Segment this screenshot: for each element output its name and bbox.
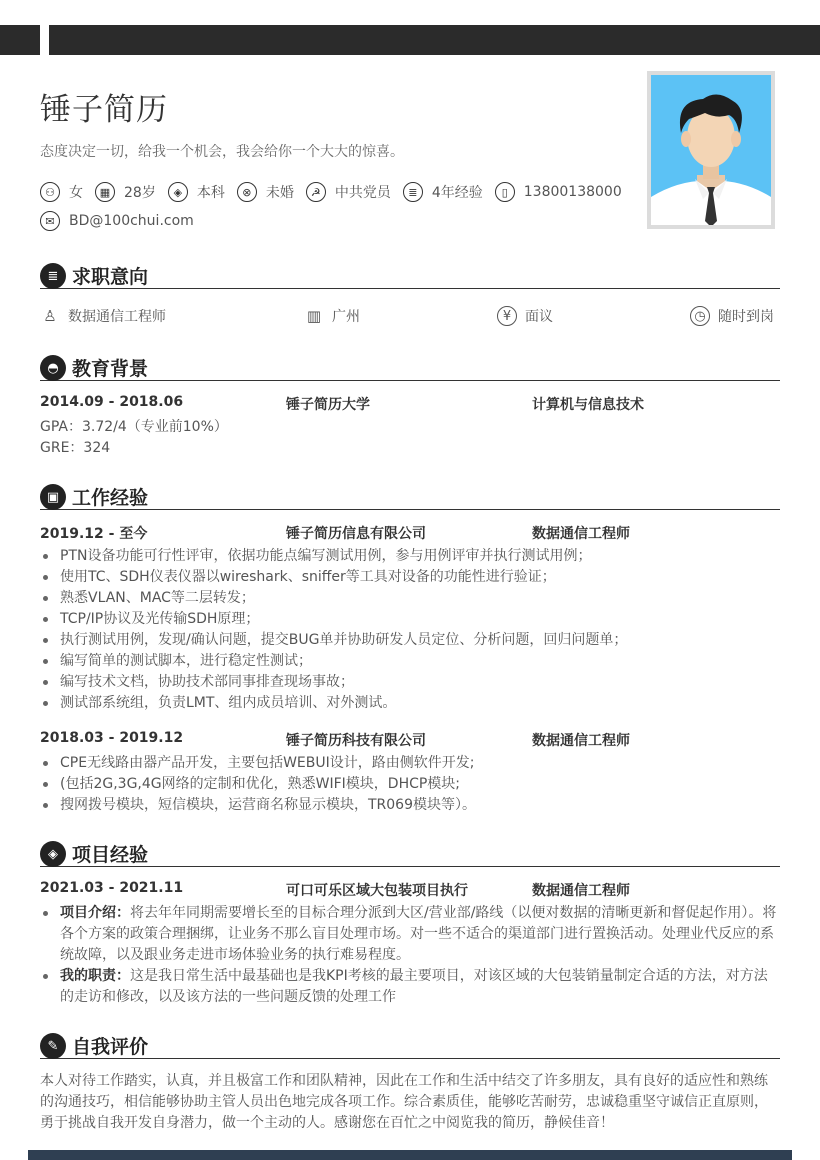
self-evaluation-text: 本人对待工作踏实，认真，并且极富工作和团队精神，因此在工作和生活中结交了许多朋友，具有良好的适应性和熟练的沟通技巧，相信能够协助主管人员出色地完成各项工作。综合素质佳，能够吃苦耐劳，忠诚稳重坚守诚信正直原则，勇于挑战自我开发自身潜力，做一个主动的人。感谢您在百忙之中阅览我的简历，静候佳音！ (40, 1073, 768, 1131)
section-title: 自我评价 (72, 1036, 149, 1058)
info-degree (168, 182, 225, 202)
info-value: 13800138000 (523, 184, 622, 200)
project-role: 数据通信工程师 (532, 883, 630, 899)
project-duty-text: 这是我日常生活中最基础也是我KPI考核的最主要项目，对该区域的大包装销量制定合适的方法，对方法的走访和修改，以及该方法的一些问题反馈的处理工作 (60, 968, 768, 1005)
project-intro-text: 将去年年同期需要增长至的目标合理分派到大区/营业部/路线（以便对数据的清晰更新和督促起作用）。将各个方案的政策合理捆绑，让业务不那么盲目处理市场。对一些不适合的渠道部门进行置换活动。处理业代反应的系统故障，以及跟业务走进市场体验业务的执行难易程度。 (60, 905, 777, 963)
motto: 态度决定一切，给我一个机会，我会给你一个大大的惊喜。 (40, 144, 404, 160)
work-period: 2019.12 - 至今 (40, 526, 148, 542)
intent-position (40, 305, 166, 327)
info-value: 女 (69, 185, 83, 201)
info-value: 28岁 (124, 185, 156, 201)
project-period: 2021.03 - 2021.11 (40, 880, 184, 896)
info-email (40, 211, 194, 231)
layers-icon: ◈ (40, 841, 66, 867)
list-item: 熟悉VLAN、MAC等二层转发； (40, 588, 780, 609)
list-item: 执行测试用例，发现/确认问题，提交BUG单并协助研发人员定位、分析问题，回归问题单； (40, 630, 780, 651)
info-political (306, 182, 391, 202)
graduation-cap-icon: ◈ (168, 182, 188, 202)
section-work (40, 482, 780, 510)
section-title: 工作经验 (72, 487, 149, 509)
work-period: 2018.03 - 2019.12 (40, 730, 184, 746)
list-item: 测试部系统组，负责LMT、组内成员培训、对外测试。 (40, 693, 780, 714)
info-value: 4年经验 (431, 185, 483, 201)
info-value: 本科 (196, 185, 225, 201)
project-intro (40, 903, 780, 966)
tie-icon: ♙ (43, 306, 57, 325)
education-period: 2014.09 - 2018.06 (40, 394, 184, 410)
info-experience (403, 182, 483, 202)
work-title: 数据通信工程师 (532, 733, 630, 749)
profile-photo (647, 71, 775, 229)
clock-icon: ◷ (690, 306, 710, 326)
intent-availability-value: 随时到岗 (718, 309, 774, 325)
work-bullets (40, 753, 780, 816)
building-icon: ▥ (306, 306, 322, 325)
section-title: 求职意向 (72, 266, 149, 288)
intent-availability (690, 305, 774, 327)
list-item: 搜网拨号模块，短信模块，运营商名称显示模块，TR069模块等）。 (40, 795, 780, 816)
work-bullets (40, 546, 780, 714)
personal-info-row (40, 181, 634, 203)
mail-icon: ✉ (40, 211, 60, 231)
project-row (40, 880, 780, 900)
email-value: BD@100chui.com (69, 213, 194, 229)
education-gre: GRE：324 (40, 440, 111, 456)
info-age (95, 182, 156, 202)
section-education (40, 353, 780, 381)
email-row (40, 210, 206, 232)
avatar-illustration (651, 75, 771, 225)
work-row (40, 730, 780, 750)
list-item: 使用TC、SDH仪表仪器以wireshark、sniffer等工具对设备的功能性进行验证； (40, 567, 780, 588)
info-value: 中共党员 (334, 185, 391, 201)
phone-icon: ▯ (495, 182, 515, 202)
work-title: 数据通信工程师 (532, 526, 630, 542)
document-icon: ≣ (403, 182, 423, 202)
project-bullets (40, 903, 780, 1008)
intent-position-value: 数据通信工程师 (68, 309, 166, 325)
section-self-eval (40, 1031, 780, 1059)
top-bar-left (0, 25, 40, 55)
list-item: 编写技术文档，协助技术部同事排查现场事故； (40, 672, 780, 693)
intent-city-value: 广州 (332, 309, 360, 325)
education-row (40, 394, 780, 414)
list-item: TCP/IP协议及光传输SDH原理； (40, 609, 780, 630)
intent-salary-value: 面议 (525, 309, 553, 325)
yen-icon: ¥ (497, 306, 517, 326)
info-marital (237, 182, 294, 202)
project-intro-label: 项目介绍： (60, 905, 130, 921)
section-project (40, 839, 780, 867)
work-company: 锤子简历科技有限公司 (286, 733, 426, 749)
resume-name: 锤子简历 (40, 92, 168, 128)
list-item: CPE无线路由器产品开发，主要包括WEBUI设计，路由侧软件开发; (40, 753, 780, 774)
briefcase-icon: ▣ (40, 484, 66, 510)
project-duty-label: 我的职责： (60, 968, 130, 984)
list-item: (包括2G,3G,4G网络的定制和优化，熟悉WIFI模块，DHCP模块; (40, 774, 780, 795)
top-bar-right (49, 25, 820, 55)
work-row (40, 523, 780, 543)
graduation-cap-icon: ◓ (40, 355, 66, 381)
intent-city (304, 305, 360, 327)
list-item: PTN设备功能可行性评审，依据功能点编写测试用例，参与用例评审并执行测试用例； (40, 546, 780, 567)
education-school: 锤子简历大学 (286, 397, 370, 413)
clipboard-icon: ≣ (40, 263, 66, 289)
section-intent (40, 261, 780, 289)
calendar-icon: ▦ (95, 182, 115, 202)
intent-salary (497, 305, 553, 327)
user-edit-icon: ✎ (40, 1033, 66, 1059)
education-major: 计算机与信息技术 (532, 397, 644, 413)
info-phone (495, 182, 622, 202)
rings-icon: ⊗ (237, 182, 257, 202)
list-item: 编写简单的测试脚本，进行稳定性测试； (40, 651, 780, 672)
project-name: 可口可乐区域大包装项目执行 (286, 883, 468, 899)
education-gpa: GPA：3.72/4（专业前10%） (40, 419, 228, 435)
section-title: 项目经验 (72, 844, 149, 866)
work-company: 锤子简历信息有限公司 (286, 526, 426, 542)
section-title: 教育背景 (72, 358, 149, 380)
info-value: 未婚 (265, 185, 294, 201)
party-emblem-icon: ☭ (306, 182, 326, 202)
project-duty (40, 966, 780, 1008)
bottom-bar (28, 1150, 792, 1160)
info-gender (40, 182, 83, 202)
gender-icon: ⚇ (40, 182, 60, 202)
